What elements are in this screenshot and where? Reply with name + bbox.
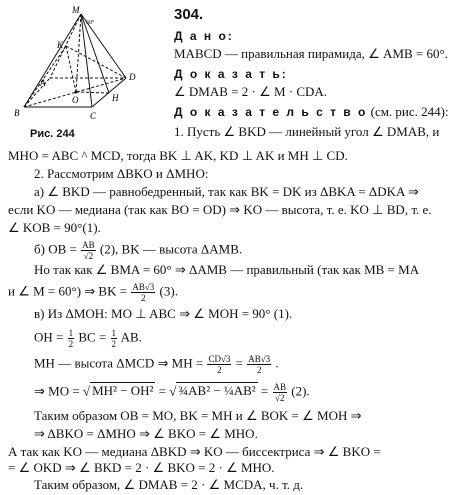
fraction-half-1-num: 1 bbox=[68, 328, 74, 338]
proof-line-14: Таким образом OB = MO, BK = MH и ∠ BOK = ∠ MOH ⇒ bbox=[34, 408, 362, 423]
fraction-ob bbox=[81, 240, 96, 261]
proof-line-5: если KO — медиана (так как BO = OD) ⇒ KO — высота, т. е. KO ⊥ BD, т. е. bbox=[8, 202, 432, 217]
line-7-text-a: б) OB = bbox=[34, 241, 81, 257]
fraction-bk bbox=[131, 282, 155, 303]
proof-line-11 bbox=[34, 328, 142, 349]
fraction-mh-1-num: CD√3 bbox=[208, 354, 231, 364]
line-12-text-a: MH — высота ΔMCD ⇒ MH = bbox=[34, 355, 207, 371]
fraction-mh-1-den: 2 bbox=[217, 365, 222, 375]
line-9-text-a: и ∠ M = 60°) ⇒ BK = bbox=[8, 283, 131, 299]
given-text: MABCD — правильная пирамида, ∠ AMB = 60°. bbox=[174, 46, 448, 61]
fraction-half-1 bbox=[68, 328, 75, 349]
proof-line-18: Таким образом, ∠ DMAB = 2 · ∠ MCDA, ч. т. д. bbox=[34, 477, 304, 492]
line-11-text-c: AB. bbox=[118, 329, 142, 345]
line-12-text-b: = bbox=[232, 355, 247, 371]
line-BK bbox=[24, 46, 66, 107]
edge-MA bbox=[50, 14, 81, 78]
label-C: C bbox=[90, 111, 97, 121]
root-1: MH² − OH² bbox=[92, 383, 154, 399]
line-13-text-c: = bbox=[257, 383, 272, 399]
root-sign-1: √ bbox=[82, 383, 91, 399]
proof-line-16: А так как KO — медиана ΔBKD ⇒ KO — биссектриса ⇒ ∠ BKO = bbox=[8, 444, 381, 459]
proof-line-1: 1. Пусть ∠ BKD — линейный угол ∠ DMAB, и bbox=[174, 124, 440, 139]
proof-heading bbox=[174, 104, 449, 120]
problem-number: 304. bbox=[174, 6, 204, 23]
root-2: ¾AB² − ¼AB² bbox=[178, 383, 256, 399]
proof-line-17: = ∠ OKD ⇒ ∠ BKD = 2 · ∠ BKO = 2 · ∠ MHO. bbox=[8, 460, 275, 475]
label-B: B bbox=[14, 108, 20, 118]
proof-line-7 bbox=[34, 240, 242, 261]
fraction-mh-2-num: AB√3 bbox=[248, 354, 271, 364]
proof-line-3: 2. Рассмотрим ΔBKO и ΔMHO: bbox=[34, 166, 209, 181]
fraction-half-2-num: 1 bbox=[111, 328, 117, 338]
line-13-text-b: = bbox=[155, 383, 170, 399]
fraction-mh-2-den: 2 bbox=[256, 365, 262, 375]
proof-line-2: MHO = ABC ^ MCD, тогда BK ⊥ AK, KD ⊥ AK и MH ⊥ CD. bbox=[8, 148, 348, 163]
root-sign-2: √ bbox=[169, 383, 177, 399]
pyramid-figure bbox=[6, 4, 156, 122]
line-OH bbox=[76, 92, 109, 93]
line-7-text-b: (2), BK — высота ΔAMB. bbox=[96, 241, 243, 257]
proof-line-8: Но так как ∠ BMA = 60° ⇒ ΔAMB — правильный (так как MB = MA bbox=[34, 262, 420, 277]
fraction-mh-1 bbox=[207, 354, 231, 375]
label-H: H bbox=[112, 93, 119, 103]
fraction-mo-num: AB bbox=[273, 382, 287, 392]
fraction-mh-2 bbox=[247, 354, 271, 375]
proof-line-12 bbox=[34, 354, 279, 375]
proof-heading-label: Д о к а з а т е л ь с т в о bbox=[174, 105, 368, 119]
label-A: A bbox=[40, 78, 46, 88]
fraction-mo-den: √2 bbox=[275, 393, 285, 403]
fraction-half-2-den: 2 bbox=[111, 339, 117, 349]
line-KO bbox=[66, 46, 76, 92]
proof-line-15: ⇒ ΔBKO = ΔMHO ⇒ ∠ BKO = ∠ MHO. bbox=[34, 426, 258, 441]
line-13-text-a: ⇒ MO = bbox=[34, 383, 83, 399]
fraction-half-2 bbox=[111, 328, 118, 349]
fraction-ob-den: √2 bbox=[83, 251, 94, 261]
label-K: K bbox=[57, 40, 64, 50]
line-13-text-d: (2). bbox=[288, 383, 310, 399]
height-MO bbox=[76, 14, 81, 92]
point-O bbox=[75, 91, 78, 94]
prove-text: ∠ DMAB = 2 · ∠ M · CDA. bbox=[174, 84, 328, 99]
proof-line-6: ∠ KOB = 90°(1). bbox=[8, 220, 101, 235]
fraction-bk-den: 2 bbox=[141, 293, 146, 303]
line-12-text-c: . bbox=[272, 355, 279, 371]
label-O: O bbox=[72, 95, 79, 105]
fraction-half-1-den: 2 bbox=[68, 339, 74, 349]
proof-line-4: а) ∠ BKD — равнобедренный, так как BK = DK из ΔBKA = ΔDKA ⇒ bbox=[34, 184, 419, 199]
line-KD bbox=[66, 46, 126, 78]
fraction-bk-num: AB√3 bbox=[132, 282, 155, 292]
fraction-mo bbox=[273, 382, 288, 403]
line-11-text-b: BC = bbox=[75, 329, 110, 345]
edge-AB bbox=[24, 78, 50, 107]
prove-heading: Д о к а з а т ь: bbox=[174, 67, 288, 81]
label-D: D bbox=[129, 72, 136, 82]
proof-line-13 bbox=[34, 382, 310, 403]
line-11-text-a: OH = bbox=[34, 329, 67, 345]
given-heading: Д а н о: bbox=[174, 29, 234, 43]
proof-figure-ref: (см. рис. 244): bbox=[367, 104, 449, 119]
line-9-text-b: (3). bbox=[156, 283, 178, 299]
label-angle: 60° bbox=[86, 20, 95, 26]
fraction-ob-num: AB bbox=[82, 240, 95, 250]
proof-line-9 bbox=[8, 282, 178, 303]
label-M: M bbox=[72, 5, 80, 15]
figure-caption: Рис. 244 bbox=[30, 128, 75, 140]
proof-line-10: в) Из ΔMOH: MO ⊥ ABC ⇒ ∠ MOH = 90° (1). bbox=[34, 306, 293, 321]
